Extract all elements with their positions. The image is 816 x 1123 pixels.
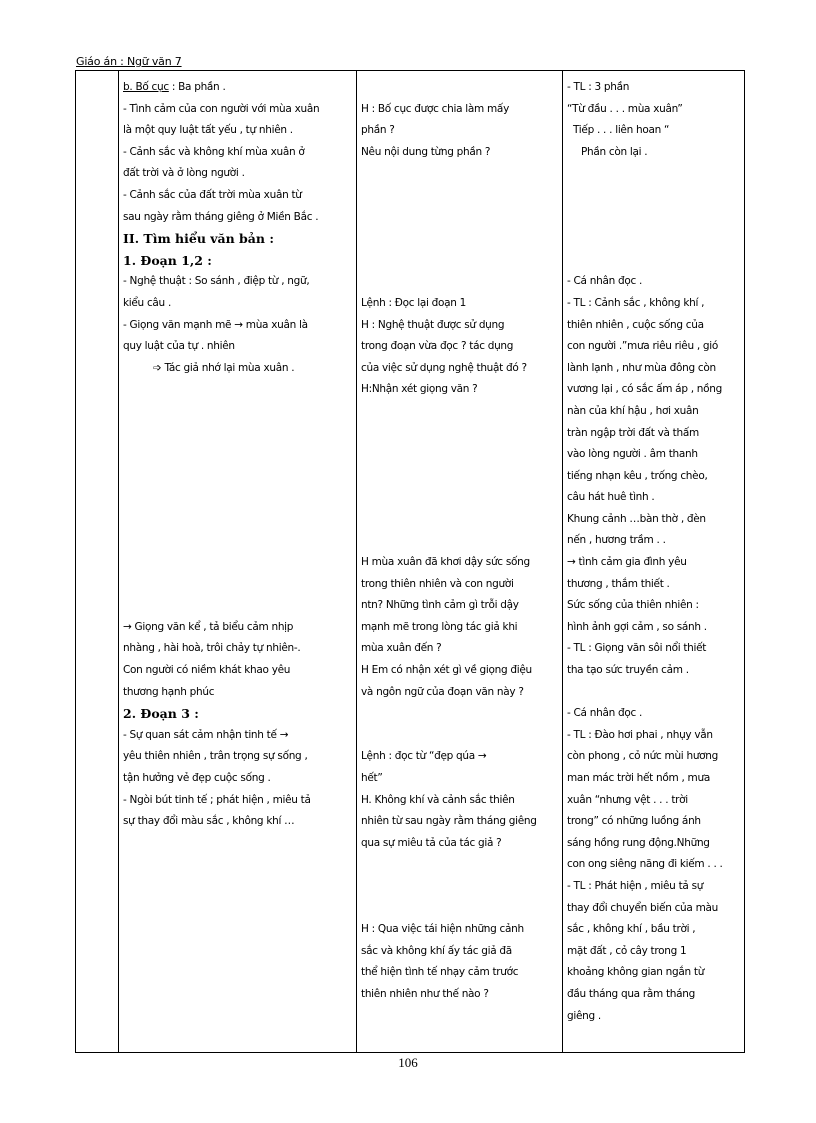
text-line: - Cảnh sắc và không khí mùa xuân ở (123, 145, 305, 158)
text-line: là một quy luật tất yếu , tự nhiên . (123, 124, 293, 137)
text-line: - Cảnh sắc của đất trời mùa xuân từ (123, 188, 302, 201)
text-line: yêu thiên nhiên , trân trọng sự sống , (123, 750, 308, 763)
text-line: H:Nhận xét giọng văn ? (361, 383, 478, 396)
text-line: tha tạo sức truyền cảm . (567, 664, 689, 677)
text-line: mặt đất , cỏ cây trong 1 (567, 944, 687, 957)
text-line: trong” có những luồng ánh (567, 815, 701, 828)
text-line: - Tình cảm của con người với mùa xuân (123, 102, 320, 115)
text-line: giêng . (567, 1009, 601, 1022)
text-line: trong thiên nhiên và con người (361, 577, 514, 590)
text-line: Sức sống của thiên nhiên : (567, 599, 699, 612)
text-line: kiểu câu . (123, 296, 171, 309)
empty-column (76, 71, 119, 1053)
text-line: - TL : Cảnh sắc , không khí , (567, 296, 705, 309)
paragraph-title: 1. Đoạn 1,2 : (123, 252, 212, 268)
text-line: đất trời và ở lòng người . (123, 167, 245, 180)
text-line: man mác trời hết nồm , mưa (567, 772, 710, 784)
text-line: - TL : Đào hơi phai , nhụy vẫn (567, 728, 713, 741)
teacher-activity-column (357, 71, 563, 1053)
text-line: thể hiện tình tế nhạy cảm trước (361, 966, 519, 979)
text-line: H : Nghệ thuật được sử dụng (361, 318, 505, 331)
text-line: lành lạnh , như mùa đông còn (567, 361, 716, 374)
text-line: thiên nhiên như thế nào ? (361, 987, 489, 1000)
content-column (119, 71, 357, 1053)
text-line: và ngôn ngữ của đoạn văn này ? (361, 685, 524, 698)
text-line: đầu tháng qua rằm tháng (567, 987, 695, 1000)
text-line: ntn? Những tình cảm gì trỗi dậy (361, 599, 519, 612)
text-line: - TL : 3 phần (567, 81, 630, 93)
text-line: → tình cảm gia đình yêu (567, 556, 687, 569)
text-line: mùa xuân đến ? (361, 642, 442, 655)
text-line: vào lòng người . âm thanh (567, 448, 698, 461)
text-line: - Sự quan sát cảm nhận tinh tế → (123, 728, 289, 741)
text-line: hết” (361, 772, 383, 784)
text-line: - TL : Giọng văn sôi nổi thiết (567, 642, 707, 655)
text-line: → Giọng văn kể , tả biểu cảm nhịp (123, 620, 294, 633)
text-line: “Từ đầu . . . mùa xuân” (567, 102, 683, 115)
text-line: khoảng không gian ngắn từ (567, 966, 705, 979)
text-line: còn phong , cỏ nức mùi hương (567, 750, 719, 763)
text-line: sau ngày rằm tháng giêng ở Miền Bắc . (123, 210, 319, 223)
text-line: sắc và không khí ấy tác giả đã (361, 944, 512, 957)
text-line: qua sự miêu tả của tác giả ? (361, 836, 502, 849)
text-line: - Ngòi bút tinh tế ; phát hiện , miêu tả (123, 793, 311, 806)
text-line: thay đổi chuyển biến của màu (567, 901, 719, 914)
text-line: H Em có nhận xét gì về giọng điệu (361, 664, 532, 677)
text-line: nến , hương trầm . . (567, 534, 666, 547)
text-line: thiên nhiên , cuộc sống của (567, 318, 704, 331)
structure-heading: b. Bố cục : Ba phần . (123, 81, 226, 93)
text-line: Lệnh : đọc từ “đẹp qúa → (361, 750, 487, 763)
text-line: - Nghệ thuật : So sánh , điệp từ , ngữ, (123, 275, 310, 288)
text-line: phần ? (361, 124, 395, 137)
text-line: tận hưởng vẻ đẹp cuộc sống . (123, 772, 271, 784)
lesson-table (75, 70, 745, 1053)
text-line: thương , thắm thiết . (567, 577, 670, 590)
text-line: - TL : Phát hiện , miêu tả sự (567, 879, 704, 892)
text-line: xuân “nhưng vệt . . . trời (567, 793, 688, 806)
text-line: con ong siêng năng đi kiếm . . . (567, 858, 723, 871)
text-line: Nêu nội dung từng phần ? (361, 145, 491, 158)
text-line: H : Qua việc tái hiện những cảnh (361, 923, 524, 936)
student-activity-column (563, 71, 745, 1053)
text-line: H. Không khí và cảnh sắc thiên (361, 793, 515, 806)
text-line: của việc sử dụng nghệ thuật đó ? (361, 361, 527, 374)
text-line: thương hạnh phúc (123, 685, 215, 698)
text-line: Tiếp . . . liên hoan “ (573, 124, 670, 137)
text-line: - Cá nhân đọc . (567, 275, 643, 288)
text-line: con người .”mưa riêu riêu , gió (567, 340, 719, 353)
text-line: H : Bố cục được chia làm mấy (361, 102, 509, 115)
section-title: II. Tìm hiểu văn bản : (123, 231, 274, 247)
text-line: - Giọng văn mạnh mẽ → mùa xuân là (123, 318, 308, 331)
conclusion-line: ➩ Tác giả nhớ lại mùa xuân . (153, 361, 295, 374)
text-line: vương lại , có sắc ấm áp , nồng (567, 383, 722, 396)
text-line: nàn của khí hậu , hơi xuân (567, 404, 699, 417)
paragraph-title: 2. Đoạn 3 : (123, 706, 199, 722)
text-line: quy luật của tự . nhiên (123, 340, 235, 353)
text-line: nhiên từ sau ngày rằm tháng giêng (361, 815, 537, 828)
text-line: Con người có niềm khát khao yêu (123, 664, 291, 677)
text-line: trong đoạn vừa đọc ? tác dụng (361, 340, 514, 353)
text-line: tràn ngập trời đất và thấm (567, 426, 699, 439)
page-number: 106 (398, 1055, 418, 1070)
text-line: câu hát huê tình . (567, 491, 655, 504)
text-line: H mùa xuân đã khơi dậy sức sống (361, 556, 530, 569)
text-line: Lệnh : Đọc lại đoạn 1 (361, 296, 467, 309)
text-line: Khung cảnh …bàn thờ , đèn (567, 512, 706, 525)
text-line: hình ảnh gợi cảm , so sánh . (567, 620, 707, 633)
text-line: Phần còn lại . (581, 145, 648, 158)
text-line: - Cá nhân đọc . (567, 707, 643, 720)
document-header: Giáo án : Ngữ văn 7 (76, 55, 182, 68)
text-line: sáng hồng rung động.Những (567, 836, 710, 849)
text-line: nhàng , hài hoà, trôi chảy tự nhiên-. (123, 642, 301, 655)
text-line: mạnh mẽ trong lòng tác giả khi (361, 620, 518, 633)
text-line: tiếng nhạn kêu , trống chèo, (567, 469, 708, 482)
text-line: sự thay đổi màu sắc , không khí … (123, 815, 295, 828)
text-line: sắc , không khí , bầu trời , (567, 923, 696, 936)
